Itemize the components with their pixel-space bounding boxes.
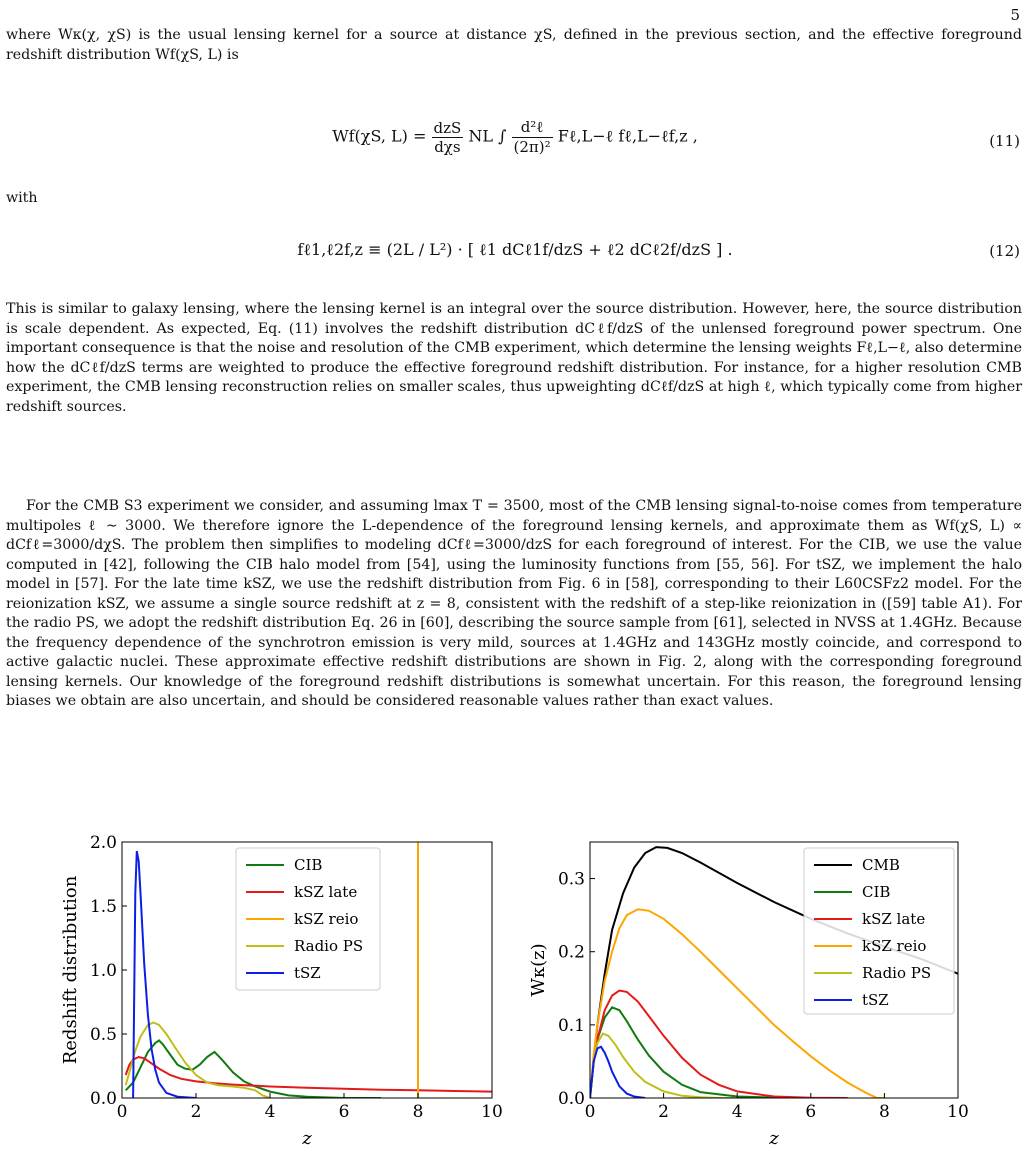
paragraph-1: This is similar to galaxy lensing, where the lensing kernel is an integral over the source distribution. However, here, the source distribution is scale dependent. As expected, Eq. (11) involves the redshift distribution dCℓf/dzS of the unlensed foreground power spectrum. One important consequence is that the noise and resolution of the CMB experiment, which determine the lensing weights Fℓ,L−ℓ, also determine how the dCℓf/dzS terms are weighted to produce the effective foreground redshift distribution. For instance, for a higher resolution CMB experiment, the CMB lensing reconstruction relies on smaller scales, thus upweighting dCℓf/dzS at high ℓ, which typically come from higher redshift sources. <box>6 301 1022 415</box>
equation-11 <box>0 112 1030 162</box>
y-tick-label: 0.1 <box>557 1015 585 1036</box>
x-tick-label: 0 <box>584 1102 596 1122</box>
x-axis-label: z <box>302 1128 312 1149</box>
page-number: 5 <box>1010 6 1020 24</box>
eq12-bracket: [ ℓ1 dCℓ1f/dzS + ℓ2 dCℓ2f/dzS ] . <box>467 240 733 259</box>
eq11-number: (11) <box>989 132 1020 150</box>
y-tick-label: 0.0 <box>557 1089 585 1109</box>
x-tick-label: 2 <box>658 1102 670 1122</box>
eq12-paren: (2L / L²) <box>386 240 453 259</box>
x-axis-label: z <box>769 1128 779 1149</box>
series-line-tsz <box>590 1047 645 1098</box>
y-tick-label: 1.0 <box>89 961 117 981</box>
y-tick-label: 0.0 <box>89 1089 117 1109</box>
y-tick-label: 0.2 <box>557 942 585 963</box>
eq11-fraction-2 <box>512 118 553 156</box>
paragraph-2: For the CMB S3 experiment we consider, and assuming lmax T = 3500, most of the CMB lensing signal-to-noise comes from temperature multipoles ℓ ∼ 3000. We therefore ignore the L-dependence of the foreground lensing kernels, and approximate them as Wf(χS, L) ∝ dCfℓ=3000/dχS. The problem then simplifies to modeling dCfℓ=3000/dzS for each foreground of interest. For the CIB, we use the value computed in [42], following the CIB halo model from [54], using the luminosity functions from [55, 56]. For tSZ, we implement the halo model in [57]. For the late time kSZ, we use the redshift distribution from Fig. 6 in [58], corresponding to their L60CSFz2 model. For the reionization kSZ, we assume a single source redshift at z = 8, consistent with the redshift of a step-like reionization in ([59] table A1). For the radio PS, we adopt the redshift distribution Eq. 26 in [60], describing the source sample from [61], selected in NVSS at 1.4GHz. Because the frequency dependence of the synchrotron emission is very mild, sources at 1.4GHz and 143GHz mostly coincide, and correspond to active galactic nuclei. These approximate effective redshift distributions are shown in Fig. 2, along with the corresponding foreground lensing kernels. Our knowledge of the foreground redshift distributions is somewhat uncertain. For this reason, the foreground lensing biases we obtain are also uncertain, and should be considered reasonable values rather than exact values. <box>6 498 1022 709</box>
legend-entry: CIB <box>294 856 323 874</box>
intro-sentence: where Wκ(χ, χS) is the usual lensing kernel for a source at distance χS, defined in the previous section, and the effective foreground redshift distribution Wf(χS, L) is <box>6 27 1022 63</box>
y-tick-label: 0.3 <box>557 869 585 890</box>
legend-entry: kSZ late <box>294 883 358 901</box>
chart-1 <box>60 833 503 1149</box>
with-word: with <box>6 190 38 206</box>
x-tick-label: 2 <box>190 1102 202 1122</box>
equation-12 <box>0 228 1030 278</box>
legend-entry: Radio PS <box>862 964 932 982</box>
series-line-ksz-late <box>126 1057 492 1092</box>
legend-entry: Radio PS <box>294 937 364 955</box>
eq11-mid: NL ∫ <box>468 126 507 146</box>
legend-entry: CIB <box>862 883 891 901</box>
x-tick-label: 10 <box>947 1102 969 1122</box>
y-tick-label: 1.5 <box>89 897 117 917</box>
x-tick-label: 4 <box>264 1102 276 1122</box>
x-tick-label: 6 <box>805 1102 817 1122</box>
eq11-lhs: Wf(χS, L) = <box>332 126 427 146</box>
x-tick-label: 8 <box>412 1102 424 1122</box>
figure-2 <box>0 820 1030 1152</box>
y-tick-label: 0.5 <box>89 1025 117 1045</box>
eq11-fraction <box>432 119 464 156</box>
eq11-frac2-bottom: (2π)² <box>513 138 551 156</box>
eq12-lhs: fℓ1,ℓ2f,z ≡ <box>297 240 382 259</box>
eq11-rhs: Fℓ,L−ℓ fℓ,L−ℓf,z , <box>557 126 698 146</box>
y-axis-label: Wκ(z) <box>528 943 549 997</box>
eq11-frac-top: dzS <box>433 118 462 137</box>
y-axis-label: Redshift distribution <box>60 875 81 1065</box>
legend-entry: tSZ <box>294 964 321 982</box>
x-tick-label: 8 <box>878 1102 890 1122</box>
x-tick-label: 6 <box>338 1102 350 1122</box>
legend-entry: kSZ reio <box>294 910 359 928</box>
legend-entry: kSZ reio <box>862 937 927 955</box>
y-tick-label: 2.0 <box>89 833 117 853</box>
chart-2 <box>528 842 969 1149</box>
eq11-frac-bottom: dχs <box>434 137 461 156</box>
legend-entry: CMB <box>862 856 900 874</box>
x-tick-label: 0 <box>116 1102 128 1122</box>
series-line-radio-ps <box>590 1034 737 1098</box>
x-tick-label: 4 <box>731 1102 743 1122</box>
eq12-dot: · <box>457 240 463 259</box>
x-tick-label: 10 <box>481 1102 503 1122</box>
eq11-frac2-top: d²ℓ <box>512 118 553 138</box>
legend-entry: tSZ <box>862 991 889 1009</box>
legend-entry: kSZ late <box>862 910 926 928</box>
eq12-number: (12) <box>989 242 1020 260</box>
